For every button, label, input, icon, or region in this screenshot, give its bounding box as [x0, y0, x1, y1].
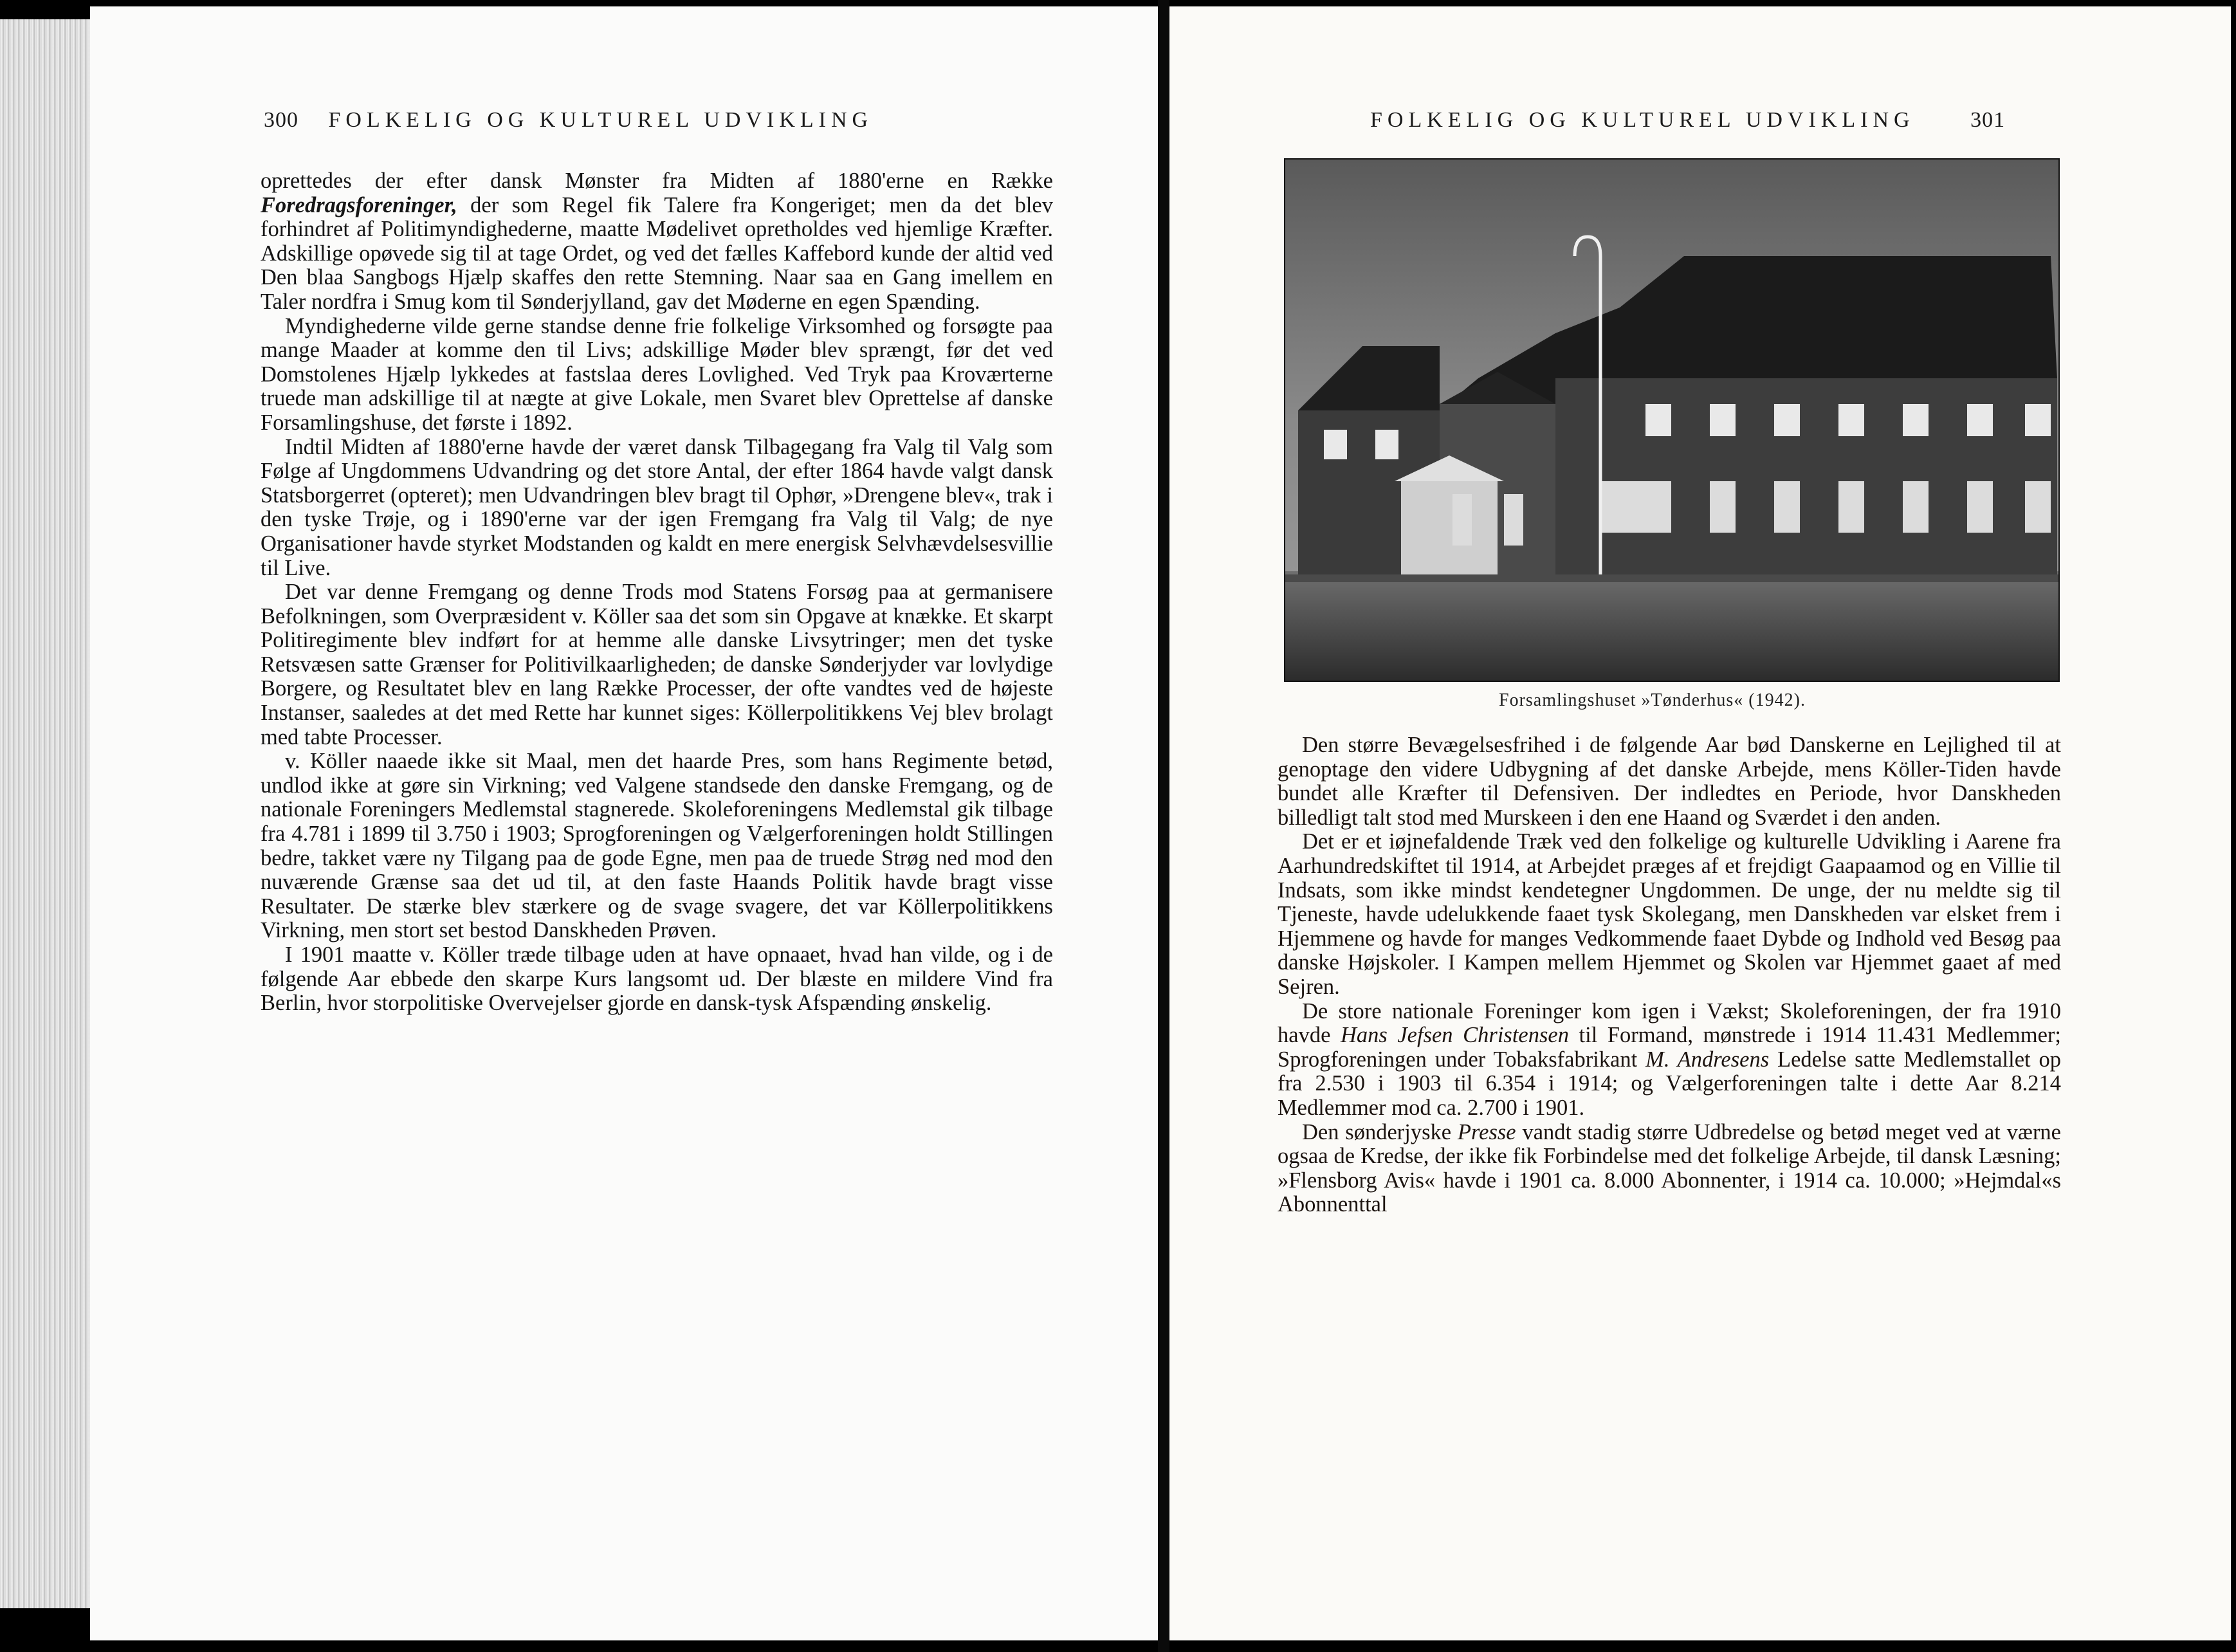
photo-caption: Forsamlingshuset »Tønderhus« (1942).: [1499, 690, 1806, 710]
paragraph: v. Köller naaede ikke sit Maal, men det haarde Pres, som hans Regimente betød, undlod ikke at gøre sin Virkning; ved Valgene standsede den danske Fremgang, og de nationale Foreningers Medlemstal stagnerede. Skoleforeningens Medlemstal gik tilbage fra 4.781 i 1899 til 3.750 i 1903; Sprogforeningen og Vælgerforeningen holdt Stillingen bedre, takket være ny Tilgang paa de gode Egne, men paa de truede Strøg ned mod den nuværende Grænse saa det ud til, at den faste Haands Politik havde bragt visse Resultater. De stærke blev stærkere og de svage svagere, det var Köllerpolitikkens Virkning, men stort set bestod Danskheden Prøven.: [261, 749, 1053, 943]
page-block-edge: [0, 19, 96, 1608]
emphasis: Hans Jefsen Christensen: [1340, 1023, 1569, 1048]
left-body-text: [261, 169, 1053, 1016]
emphasis: M. Andresens: [1645, 1047, 1770, 1072]
paragraph: oprettedes der efter dansk Mønster fra Midten af 1880'erne en Række Foredragsforeninger, der som Regel fik Talere fra Kongeriget; men da det blev forhindret af Politimyndighederne, maatte Mødelivet opretholdes ved hjemlige Kræfter. Adskillige opøvede sig til at tage Ordet, og ved det fælles Kaffebord kunde der altid ved Den blaa Sangbogs Hjælp skaffes den rette Stemning. Naar saa en Gang imellem en Taler nordfra i Smug kom til Sønderjylland, gav det Møderne en egen Spænding.: [261, 169, 1053, 314]
emphasis: Presse: [1457, 1119, 1516, 1144]
paragraph: Indtil Midten af 1880'erne havde der været dansk Tilbagegang fra Valg til Valg som Følge af Ungdommens Udvandring og det store Antal, der efter 1864 havde valgt dansk Statsborgerret (opteret); men Udvandringen blev bragt til Ophør, »Drengene blev«, trak i den tyske Trøje, og i 1890'erne var der igen Fremgang fra Valg til Valg; de nye Organisationer havde styrket Modstanden og kaldt en mere energisk Selvhævdelsesvillie til Live.: [261, 434, 1053, 580]
building-photo: [1284, 158, 2060, 682]
left-folio: 300: [264, 108, 298, 132]
emphasis: Foredragsforeninger,: [261, 192, 457, 217]
building-photo-illustration: [1285, 160, 2060, 682]
paragraph: Det er et iøjnefaldende Træk ved den folkelige og kulturelle Udvikling i Aarene fra Aarhundredskiftet til 1914, at Arbejdet præges af et frejdigt Gaapaamod og en Villie til Indsats, som ikke mindst kendetegner Ungdommen. De unge, der nu meldte sig til Tjeneste, havde udelukkende faaet tysk Skolegang, men Danskheden var elsket frem i Hjemmene og havde for manges Vedkommende faaet Dybde og Indhold ved Besøg paa danske Højskoler. I Kampen mellem Hjemmet og Skolen var Hjemmet gaaet af med Sejren.: [1278, 829, 2061, 999]
paragraph: Den sønderjyske Presse vandt stadig større Udbredelse og betød meget ved at værne ogsaa de Kredse, der ikke fik Forbindelse med det folkelige Arbejde, til dansk Læsning; »Flensborg Avis« havde i 1901 ca. 8.000 Abonnenter, i 1914 ca. 10.000; »Hejmdal«s Abonnenttal: [1278, 1119, 2061, 1217]
paragraph: Myndighederne vilde gerne standse denne frie folkelige Virksomhed og forsøgte paa mange Maader at komme den til Livs; adskillige Møder blev sprængt, før det ved Domstolenes Hjælp lykkedes at fastslaa deres Lovlighed. Ved Tryk paa Kroværterne truede man adskillige til at nægte at give Lokale, men Svaret blev Oprettelse af danske Forsamlingshuse, det første i 1892.: [261, 313, 1053, 435]
gutter: [1158, 0, 1169, 1652]
left-running-title: FOLKELIG OG KULTUREL UDVIKLING: [328, 108, 874, 132]
paragraph: Den større Bevægelsesfrihed i de følgende Aar bød Danskerne en Lejlighed til at genoptage den videre Udbygning af det danske Arbejde, mens Köller-Tiden havde bundet alle Kræfter til Defensiven. Der indledtes en Periode, hvor Danskheden billedligt talt stod med Murskeen i den ene Haand og Sværdet i den anden.: [1278, 733, 2061, 830]
left-running-head: [264, 108, 873, 147]
paragraph: De store nationale Foreninger kom igen i Vækst; Skoleforeningen, der fra 1910 havde Hans Jefsen Christensen til Formand, mønstrede i 1914 11.431 Medlemmer; Sprogforeningen under Tobaksfabrikant M. Andresens Ledelse satte Medlemstallet op fra 2.530 i 1903 til 6.354 i 1914; og Vælgerforeningen talte i dette Aar 8.214 Medlemmer mod ca. 2.700 i 1901.: [1278, 998, 2061, 1120]
right-running-title: FOLKELIG OG KULTUREL UDVIKLING: [1370, 108, 1915, 132]
right-running-head: [1370, 108, 2005, 147]
right-body-text: [1278, 733, 2061, 1217]
paragraph: I 1901 maatte v. Köller træde tilbage uden at have opnaaet, hvad han vilde, og i de følgende Aar ebbede den skarpe Kurs langsomt ud. Der blæste en mildere Vind fra Berlin, hvor storpolitiske Overvejelser gjorde en dansk-tysk Afspænding ønskelig.: [261, 942, 1053, 1016]
right-folio: 301: [1970, 108, 2006, 132]
paragraph: Det var denne Fremgang og denne Trods mod Statens Forsøg paa at germanisere Befolkningen, som Overpræsident v. Köller saa det som sin Opgave at knække. Et skarpt Politiregimente blev indført for at hemme alle danske Livsytringer; men det tyske Retsvæsen satte Grænser for Politivilkaarligheden; de danske Sønderjyder var lovlydige Borgere, og Resultatet blev en lang Række Processer, der ofte vandtes ved de højeste Instanser, saaledes at det med Rette har kunnet siges: Köllerpolitikkens Vej blev brolagt med tabte Processer.: [261, 580, 1053, 749]
